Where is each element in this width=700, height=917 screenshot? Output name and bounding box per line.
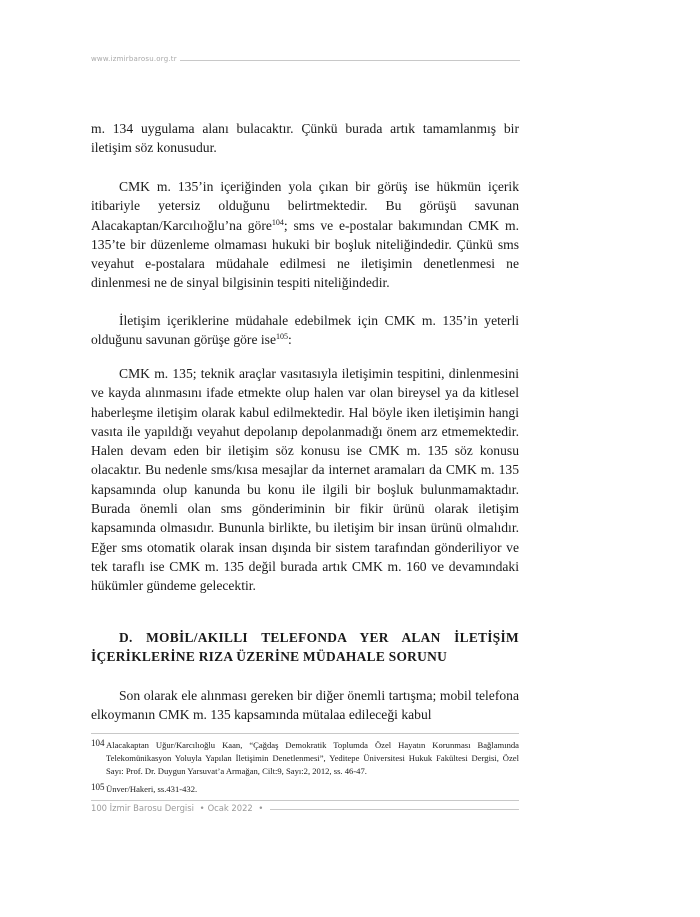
footnote-105	[91, 783, 519, 796]
paragraph-3	[91, 311, 519, 350]
paragraph-3-text-a: İletişim içeriklerine müdahale edebilmek için CMK m. 135’in yeterli olduğunu savunan görüşe göre ise	[91, 313, 519, 348]
footer-rule	[91, 800, 519, 801]
paragraph-4-quote: CMK m. 135; teknik araçlar vasıtasıyla iletişimin tespitini, dinlenmesini ve kayda alınmasını ifade etmekte olup halen var olan bireysel ya da kitlesel haberleşme iletişim olarak kabul edilmektedir. Hal böyle iken iletişimin hangi vasıta ile yapıldığı veyahut depolanıp depolanmadığı önem arz etmemektedir. Halen devam eden bir iletişim söz konusu ise CMK m. 135 söz konusu olacaktır. Bu nedenle sms/kısa mesajlar da internet aramaları da CMK m. 135 kapsamında olup kanunda bu konu ile ilgili bir boşluk bulunmamaktadır. Burada önemli olan sms gönderiminin bir fikir ürünü olarak iletişim kapsamında olmasıdır. Bununla birlikte, bu iletişim bir insan ürünü olmalıdır. Eğer sms otomatik olarak insan dışında bir sistem tarafından gönderiliyor ve tek taraflı ise CMK m. 135 değil burada artık CMK m. 160 ve devamındaki hükümler gündeme gelecektir.	[91, 366, 519, 594]
section-heading: D. MOBİL/AKILLI TELEFONDA YER ALAN İLETİŞİM İÇERİKLERİNE RIZA ÜZERİNE MÜDAHALE SORUNU	[91, 630, 519, 664]
footnote-ref-104: 104	[271, 217, 284, 227]
paragraph-5: Son olarak ele alınması gereken bir diğer önemli tartışma; mobil telefona elkoymanın CMK m. 135 kapsamında mütalaa edileceği kabul	[91, 688, 519, 723]
footnote-number: 105	[91, 782, 105, 792]
header-rule	[180, 60, 520, 61]
journal-name: İzmir Barosu Dergisi	[109, 803, 194, 813]
journal-issue: Ocak 2022	[207, 803, 253, 813]
paragraph-2-text-a: CMK m. 135’in içeriğinden yola çıkan bir görüş ise hükmün içerik itibariyle yetersiz olduğunu belirtmektedir. Bu görüşü savunan Alacakaptan/Karcılıoğlu’na göre	[91, 179, 519, 233]
paragraph-2-text-b: ; sms ve e-postalar bakımından CMK m. 135’te bir düzenleme olmaması hukuki bir boşluk niteliğindedir. Çünkü sms veyahut e-postalara müdahale edilmesi ne iletişimin denetlenmesi ne dinlenmesi ne de sinyal bilgisinin tespiti niteliğindedir.	[91, 217, 519, 291]
footnote-rule	[91, 733, 519, 734]
footnote-text: Alacakaptan Uğur/Karcılıoğlu Kaan, “Çağdaş Demokratik Toplumda Özel Hayatın Korunması Bağlamında Telekomünikasyon Yoluyla Yapılan İletişimin Denetlenmesi”, Yeditepe Üniversitesi Hukuk Fakültesi Dergisi, Özel Sayı: Prof. Dr. Duygun Yarsuvat’a Armağan, Cilt:9, Sayı:2, 2012, ss. 46-47.	[106, 740, 519, 776]
footnote-text: Ünver/Hakeri, ss.431-432.	[106, 784, 198, 794]
page-number: 100	[91, 803, 107, 813]
paragraph-1: m. 134 uygulama alanı bulacaktır. Çünkü burada artık tamamlanmış bir iletişim söz konusudur.	[91, 121, 519, 156]
footer-bullet: •	[258, 803, 264, 813]
footer-rule-right	[270, 809, 519, 810]
page-footer	[91, 803, 266, 813]
footer-bullet: •	[199, 803, 205, 813]
footnote-104	[91, 739, 519, 778]
paragraph-2	[91, 177, 519, 293]
paragraph-3-text-b: :	[288, 332, 292, 348]
footnote-ref-105: 105	[276, 332, 288, 342]
header-url: www.izmirbarosu.org.tr	[91, 55, 177, 63]
footnote-number: 104	[91, 738, 105, 748]
